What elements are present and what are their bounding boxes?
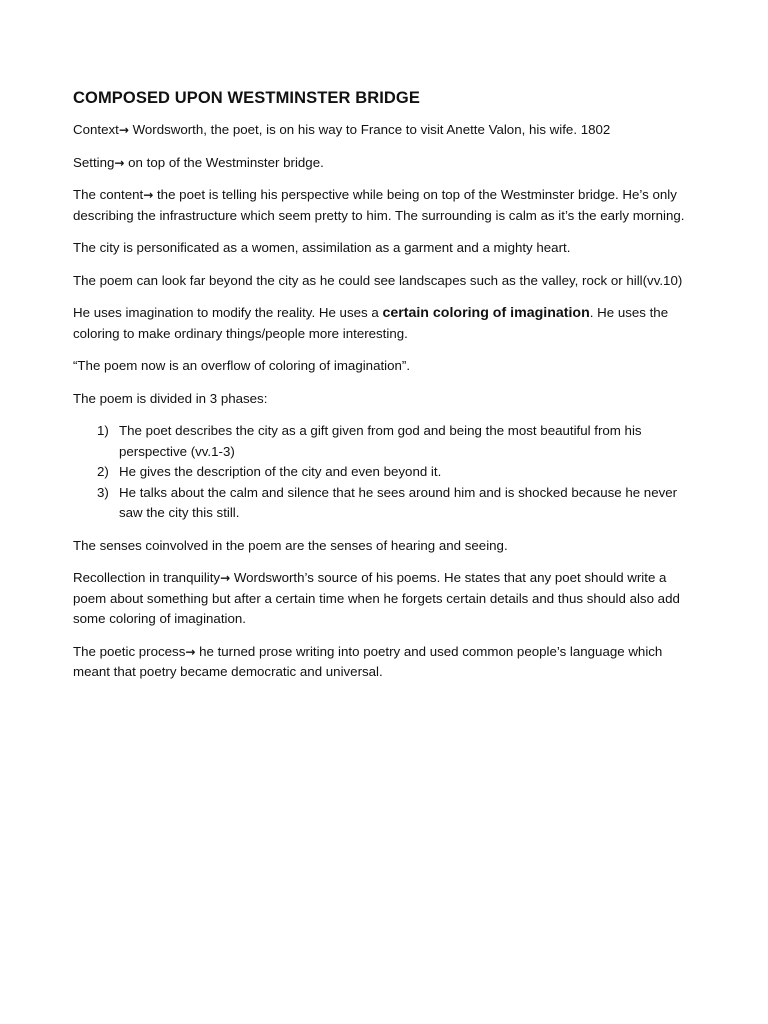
list-item-text: The poet describes the city as a gift given from god and being the most beautiful from his perspective (vv.1-3) (119, 423, 642, 459)
recollection-text: Wordsworth’s source of his poems. He states that any poet should write a poem about something but after a certain time when he forgets certain details and thus should also add some coloring of imagination. (73, 570, 680, 626)
phases-list (73, 421, 688, 524)
recollection-paragraph (73, 568, 688, 630)
setting-label: Setting (73, 154, 115, 170)
process-label: The poetic process (73, 643, 186, 659)
right-arrow-icon: → (185, 644, 196, 659)
context-paragraph (73, 120, 688, 141)
list-item-text: He gives the description of the city and even beyond it. (119, 464, 442, 479)
list-item (73, 421, 688, 462)
process-text: he turned prose writing into poetry and used common people’s language which meant that poetry became democratic and universal. (73, 643, 663, 679)
imagination-text-a: He uses imagination to modify the reality. He uses a (73, 305, 383, 320)
imagination-paragraph (73, 303, 688, 344)
list-item (73, 483, 688, 524)
setting-text: on top of the Westminster bridge. (124, 154, 324, 170)
imagination-text-b: . He uses the coloring to make ordinary things/people more interesting. (73, 305, 669, 341)
right-arrow-icon: → (114, 155, 125, 170)
content-label: The content (73, 187, 144, 202)
content-paragraph (73, 185, 688, 226)
list-item-number: 1) (97, 423, 109, 438)
list-item (73, 462, 688, 483)
list-item-text: He talks about the calm and silence that he sees around him and is shocked because he never saw the city this still. (119, 484, 678, 520)
poem-look-paragraph: The poem can look far beyond the city as he could see landscapes such as the valley, rock or hill(vv.10) (73, 272, 683, 288)
right-arrow-icon: → (220, 571, 231, 585)
list-item-number: 2) (97, 464, 109, 479)
imagination-bold-phrase: certain coloring of imagination (382, 305, 590, 321)
right-arrow-icon: → (143, 188, 154, 202)
right-arrow-icon: → (118, 123, 129, 137)
phases-intro: The poem is divided in 3 phases: (73, 390, 268, 406)
recollection-label: Recollection in tranquility (73, 570, 221, 585)
list-item-number: 3) (97, 484, 109, 500)
content-text: the poet is telling his perspective while being on top of the Westminster bridge. He’s only describing the infrastructure which seem pretty to him. The surrounding is calm as it’s the early morning. (73, 187, 685, 223)
city-paragraph: The city is personificated as a women, assimilation as a garment and a mighty heart. (73, 240, 571, 255)
process-paragraph (73, 642, 688, 683)
setting-paragraph (73, 153, 688, 174)
senses-paragraph: The senses coinvolved in the poem are the senses of hearing and seeing. (73, 537, 508, 553)
context-text: Wordsworth, the poet, is on his way to France to visit Anette Valon, his wife. 1802 (128, 122, 611, 137)
context-label: Context (73, 122, 119, 137)
document-title: COMPOSED UPON WESTMINSTER BRIDGE (73, 89, 420, 107)
document-body (73, 88, 688, 695)
quote-paragraph: “The poem now is an overflow of coloring of imagination”. (73, 358, 411, 373)
